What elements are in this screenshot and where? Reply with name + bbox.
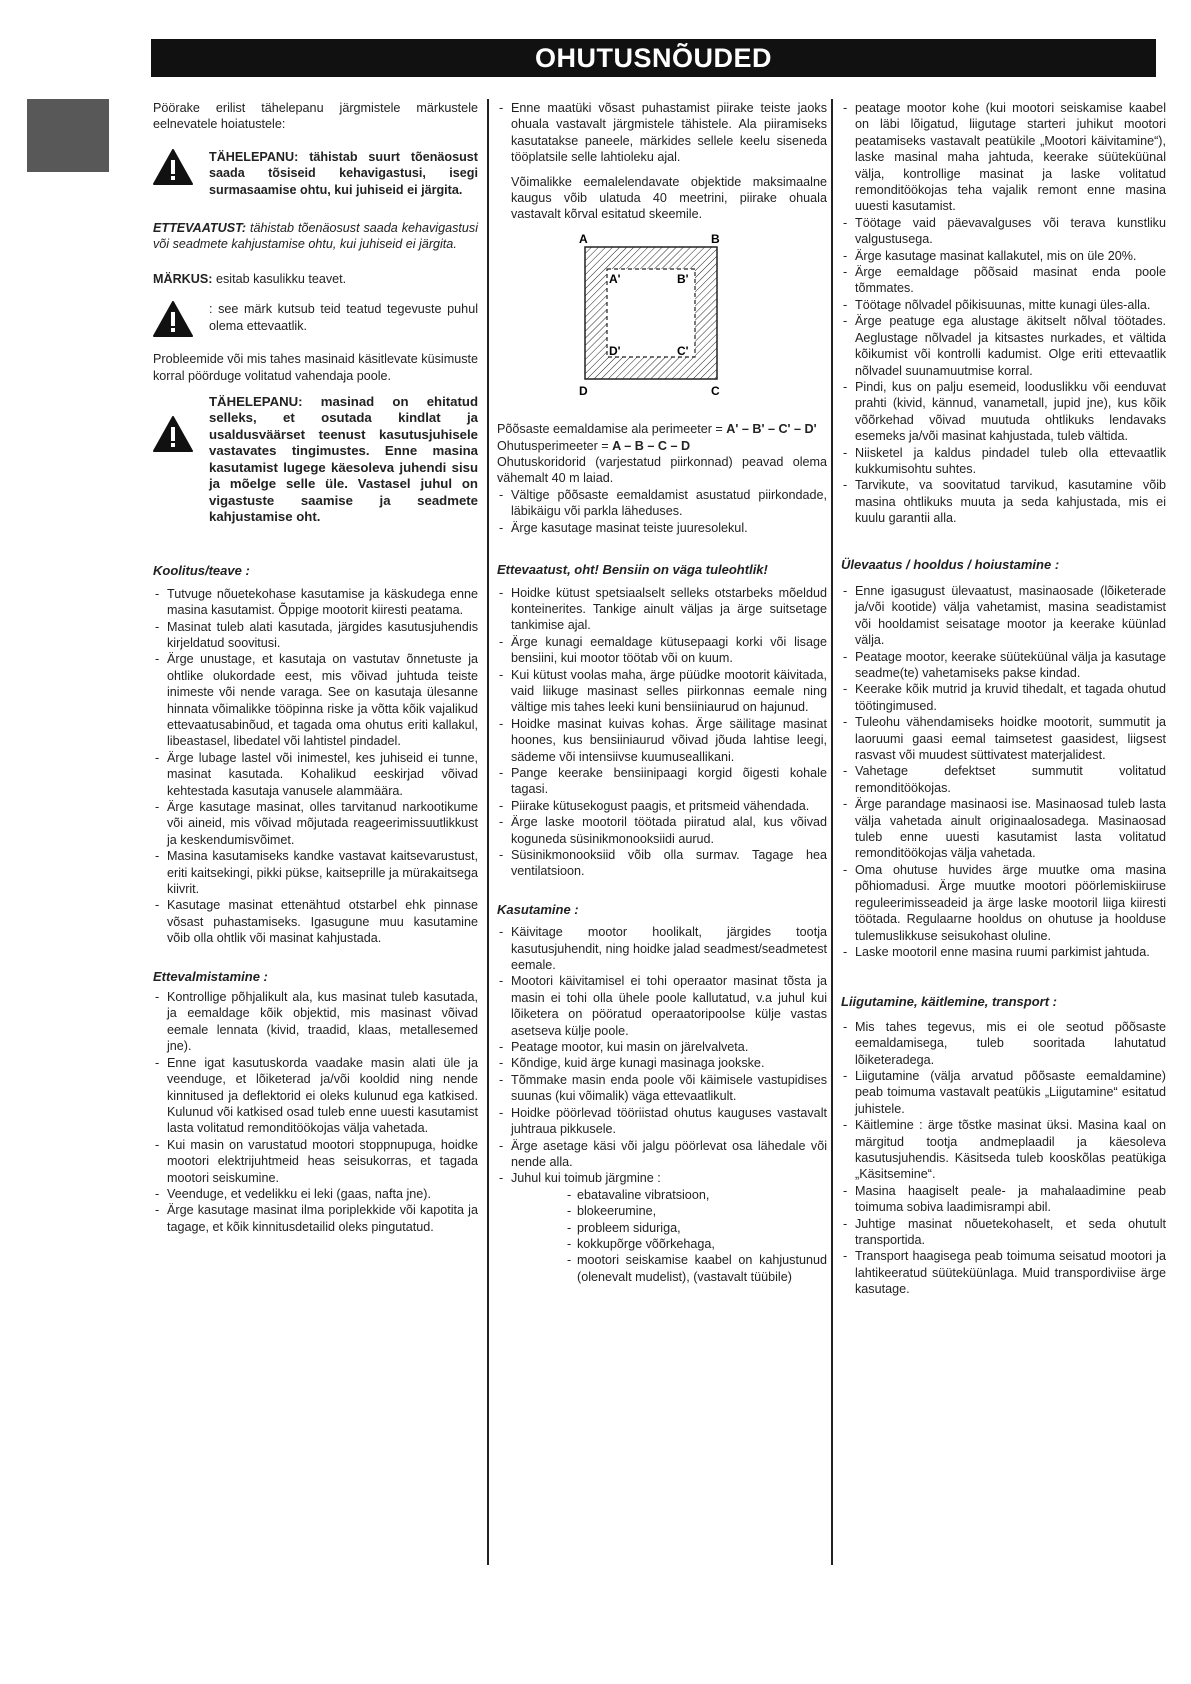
perimeter-label: Põõsaste eemaldamise ala perimeeter =	[497, 422, 723, 437]
list-item: - Kui kütust voolas maha, ärge püüdke mootorit käivitada, vaid liikuge masinast selles piirkonnas eemale ning vältige mis tahes leeki kuni bensiiniaurud on hajunud.	[497, 667, 827, 716]
sub-list-item: - blokeerumine,	[565, 1203, 827, 1219]
list-item: - Kui masin on varustatud mootori stoppnupuga, hoidke mootori elektrijuhtmeid heas seisukorras, et tagada mootori seiskumine.	[153, 1137, 478, 1186]
list-item: - Ärge asetage käsi või jalgu pöörlevat osa lähedale või nende alla.	[497, 1138, 827, 1171]
preparation-heading: Ettevalmistamine :	[153, 968, 268, 984]
column-divider	[831, 99, 833, 1565]
caution-description: tähistab tõenäosust saada kehavigastusi või seadmete kahjustamise ohtu, kui juhiseid ei järgita.	[153, 221, 479, 252]
list-item: - Enne igasugust ülevaatust, masinaosade (lõiketerade ja/või kootide) välja vahetamist, masina seadistamist või hooldamist seisatage mootor ja keerake küünlad välja.	[841, 583, 1166, 649]
column-1	[153, 100, 478, 1235]
warning-triangle-icon	[153, 416, 193, 452]
list-item: - Mis tahes tegevus, mis ei ole seotud põõsaste eemaldamisega, tuleb sooritada lahutatud lõiketeradega.	[841, 1019, 1166, 1068]
list-item: - Mootori käivitamisel ei tohi operaator masinat tõsta ja masin ei tohi olla ühele poole kallutatud, v.a juhul kui lõiketera on pööratud operaatoripoolse külje vastas asetseva külje poole.	[497, 973, 827, 1039]
label-c: C	[711, 383, 720, 398]
list-item: - Enne igat kasutuskorda vaadake masin alati üle ja veenduge, et lõiketerad ja/või kooldid ning nende kinnitused ja deflektorid ei oleks kulunud ega katkised. Kulunud või katkised osad tuleb enne uuesti kasutamist lasta volitatud remonditöökojas välja vahetada.	[153, 1055, 478, 1137]
sub-list-item: - ebatavaline vibratsioon,	[565, 1187, 827, 1203]
corridor-text: Ohutuskoridorid (varjestatud piirkonnad) peavad olema vähemalt 40 m laiad.	[497, 455, 827, 486]
list-item: - Ärge parandage masinaosi ise. Masinaosad tuleb lasta välja vahetada ainult originaalosadega. Masinaosad tuleb enne uuesti kasutamist lasta volitatud remonditöökojas välja vahetada.	[841, 796, 1166, 862]
sub-list-item: - probleem siduriga,	[565, 1220, 827, 1236]
sub-list-item: - kokkupõrge võõrkehaga,	[565, 1236, 827, 1252]
list-item: - Laske mootoril enne masina ruumi parkimist jahtuda.	[841, 944, 1166, 960]
preparation-list	[153, 989, 478, 1235]
perimeter-formula: A' – B' – C' – D'	[726, 422, 817, 437]
avoid-list	[497, 487, 827, 536]
label-d: D	[579, 383, 588, 398]
list-item: - Enne maatüki võsast puhastamist piirake teiste jaoks ohuala vastavalt järgmistele tähistele. Ala piiramiseks kasutatakse paneele, märkides sellele keelu siseneda tööplatsile selle lahtioleku ajal.	[497, 100, 827, 166]
list-item: - Transport haagisega peab toimuma seisatud mootori ja lahtikeeratud süüteküünlaga. Muid transpordiviise ärge kasutage.	[841, 1248, 1166, 1297]
fuel-heading: Ettevaatust, oht! Bensiin on väga tuleohtlik!	[497, 562, 768, 578]
warning-description: tähistab suurt tõenäosust saada tõsiseid kehavigastusi, isegi surmasaamise ohtu, kui juhiseid ei järgita.	[209, 149, 478, 197]
fuel-list	[497, 585, 827, 880]
training-list	[153, 586, 478, 947]
safety-perimeter-text	[497, 438, 827, 454]
caution-label: ETTEVAATUST:	[153, 221, 247, 236]
list-item: - Tutvuge nõuetekohase kasutamise ja käskudega enne masina kasutamist. Õppige mootorit kiiresti peatama.	[153, 586, 478, 619]
warning-label: TÄHELEPANU:	[209, 149, 299, 164]
label-c-prime: C'	[677, 343, 689, 358]
safety-perimeter-formula: A – B – C – D	[612, 438, 691, 453]
list-item: - Kõndige, kuid ärge kunagi masinaga jookske.	[497, 1055, 827, 1071]
intro-text: Pöörake erilist tähelepanu järgmistele märkustele eelnevatele hoiatustele:	[153, 101, 478, 132]
perimeter-text	[497, 421, 827, 437]
list-item: - Käitlemine : ärge tõstke masinat üksi. Masina kaal on märgitud tootja andmeplaadil ja käesoleva kasutusjuhendis. Käsitseda tuleb kooskõlas peatükiga „Käsitsemine“.	[841, 1117, 1166, 1183]
list-item: - Hoidke masinat kuivas kohas. Ärge säilitage masinat hoones, kus bensiiniaurud võivad jõuda lahtise leegi, sädeme või intensiivse kuumuseallikani.	[497, 716, 827, 765]
maintenance-list	[841, 583, 1166, 960]
list-item: - peatage mootor kohe (kui mootori seiskamise kaabel on läbi lõigatud, liigutage starteri juhikut mootori peatamiseks vastavalt peatükile „Mootori käivitamine“), laske masinal maha jahtuda, keerake süüteküünal välja, kontrollige masinat ja laske volitatud remonditöökojas teha vajalik remont enne masina uuesti kasutamist.	[841, 100, 1166, 215]
list-item: - Tõmmake masin enda poole või käimisele vastupidises suunas (kui võimalik) väga ettevaatlikult.	[497, 1072, 827, 1105]
list-item: - Ärge kasutage masinat ilma poriplekkide või kapotita ja tagage, et kõik kinnitusdetailid oleks pingutatud.	[153, 1202, 478, 1235]
list-item: - Ärge kunagi eemaldage kütusepaagi korki või lisage bensiini, kui mootor töötab või on kuum.	[497, 634, 827, 667]
list-item: - Ärge laske mootoril töötada piiratud alal, kus võivad koguneda süsinikmonooksiidi aurud.	[497, 814, 827, 847]
label-d-prime: D'	[609, 343, 621, 358]
column-3	[841, 100, 1166, 1298]
label-a: A	[579, 232, 588, 246]
attention-text: : see märk kutsub teid teatud tegevuste puhul olema ettevaatlik.	[209, 302, 478, 333]
safety-perimeter-label: Ohutusperimeeter =	[497, 438, 609, 453]
label-b-prime: B'	[677, 271, 689, 286]
problems-text: Probleemide või mis tahes masinaid käsitlevate küsimuste korral pöörduge volitatud vahendaja poole.	[153, 352, 478, 383]
usage-heading: Kasutamine :	[497, 901, 579, 917]
list-item: - Tuleohu vähendamiseks hoidke mootorit, summutit ja laoruumi gaasi eemal taimsetest gaasidest, liigsest rasvast või muudest süttivatest materjalidest.	[841, 714, 1166, 763]
label-b: B	[711, 232, 720, 246]
maintenance-heading: Ülevaatus / hooldus / hoiustamine :	[841, 556, 1060, 572]
list-item: - Ärge unustage, et kasutaja on vastutav õnnetuste ja ohtlike olukordade eest, mis võivad juhtuda teiste inimeste või nende varaga. See on kasutaja ülesanne hinnata võimalikke tööpinna riske ja võtta kõik vajalikud ettevaatusabinõud, et tagada oma ohutus eriti kallakul, libeastasel, libedatel või lahtistel pindadel.	[153, 651, 478, 749]
warning-triangle-icon	[153, 149, 193, 185]
transport-heading: Liigutamine, käitlemine, transport :	[841, 994, 1057, 1010]
list-item: - Vahetage defektset summutit volitatud remonditöökojas.	[841, 763, 1166, 796]
list-item: - Peatage mootor, kui masin on järelvalveta.	[497, 1039, 827, 1055]
warning-triangle-icon	[153, 301, 193, 337]
list-item: - Ärge lubage lastel või inimestel, kes juhiseid ei tunne, masinat kasutada. Kohalikud eeskirjad võivad kehtestada kasutaja vanusele alammäära.	[153, 750, 478, 799]
operation-list	[841, 100, 1166, 527]
list-item: - Käivitage mootor hoolikalt, järgides tootja kasutusjuhendit, ning hoidke jalad seadmest/seadmetest eemale.	[497, 924, 827, 973]
list-item: - Niisketel ja kaldus pindadel tuleb olla ettevaatlik kukkumisohtu suhtes.	[841, 445, 1166, 478]
list-item: - Hoidke kütust spetsiaalselt selleks otstarbeks mõeldud konteinerites. Tankige ainult väljas ja ärge suitsetage tankimise ajal.	[497, 585, 827, 634]
side-tab-marker	[27, 99, 109, 172]
label-a-prime: A'	[609, 271, 621, 286]
list-item: - Kontrollige põhjalikult ala, kus masinat tuleb kasutada, ja eemaldage kõik objektid, mis masinast võivad eemale lennata (kivid, traadid, klaas, metallesemed jne).	[153, 989, 478, 1055]
warning-block-2	[153, 394, 478, 525]
caution-text	[153, 220, 478, 253]
list-item: - Juhul kui toimub järgmine :	[497, 1170, 827, 1186]
note-description: esitab kasulikku teavet.	[215, 271, 347, 286]
zone-list	[497, 100, 827, 166]
list-item: - Peatage mootor, keerake süüteküünal välja ja kasutage seadme(te) vahetamiseks pakse kindad.	[841, 649, 1166, 682]
list-item: - Masina haagiselt peale- ja mahalaadimine peab toimuma sobiva laadimisrampi abil.	[841, 1183, 1166, 1216]
list-item: - Oma ohutuse huvides ärge muutke oma masina põhiomadusi. Ärge muutke mootori pöörlemiskiiruse reguleerimisseadeid ja ärge laske mootoril liiga kiiresti töötada. Regulaarne hooldus on ohutuse ja hoolduse tulemuslikkuse seisukohast oluline.	[841, 862, 1166, 944]
list-item: - Ärge eemaldage põõsaid masinat enda poole tõmmates.	[841, 264, 1166, 297]
warning-text-2: TÄHELEPANU: masinad on ehitatud selleks, et osutada kindlat ja usaldusväärset teenust kasutusjuhisele vastavates tingimustes. Enne masina kasutamist lugege käesoleva juhendi sisu ja mõelge selle üle. Vastasel juhul on vigastuste saamise ja seadmete kahjustamise oht.	[209, 394, 478, 524]
list-item: - Ärge peatuge ega alustage äkitselt nõlval töötades. Aeglustage nõlvadel ja kitsastes nurkades, et vältida kõikumist või kontrolli kadumist. Olge eriti ettevaatlik nõlvadel suunamuutmise korral.	[841, 313, 1166, 379]
list-item: - Ärge kasutage masinat teiste juuresolekul.	[497, 520, 827, 536]
list-item: - Liigutamine (välja arvatud põõsaste eemaldamine) peab toimuma vastavalt peatükis „Liigutamine“ esitatud juhistele.	[841, 1068, 1166, 1117]
training-heading: Koolitus/teave :	[153, 563, 250, 579]
transport-list	[841, 1019, 1166, 1298]
list-item: - Ärge kasutage masinat kallakutel, mis on üle 20%.	[841, 248, 1166, 264]
distance-text: Võimalikke eemalelendavate objektide maksimaalne kaugus võib ulatuda 40 meetrini, piirake ohuala vastavalt kõrval esitatud skeemile.	[511, 174, 827, 222]
list-item: - Kasutage masinat ettenähtud otstarbel ehk pinnase võsast puhastamiseks. Igasugune muu kasutamine võib olla ohtlik või masinat kahjustada.	[153, 897, 478, 946]
condition-sublist	[565, 1187, 827, 1285]
page-title: OHUTUSNÕUDED	[151, 39, 1156, 77]
list-item: - Töötage nõlvadel põikisuunas, mitte kunagi üles-alla.	[841, 297, 1166, 313]
attention-block	[153, 301, 478, 337]
list-item: - Vältige põõsaste eemaldamist asustatud piirkondade, läbikäigu või parkla läheduses.	[497, 487, 827, 520]
column-divider	[487, 99, 489, 1565]
note-label: MÄRKUS:	[153, 271, 213, 286]
list-item: - Masina kasutamiseks kandke vastavat kaitsevarustust, eriti kaitsekingi, pikki pükse, kaitseprille ja mürakaitsega kiivrit.	[153, 848, 478, 897]
warning-text	[209, 149, 478, 198]
list-item: - Piirake kütusekogust paagis, et pritsmeid vähendada.	[497, 798, 827, 814]
warning-block	[153, 149, 478, 198]
safety-zone-diagram	[577, 233, 727, 401]
list-item: - Veenduge, et vedelikku ei leki (gaas, nafta jne).	[153, 1186, 478, 1202]
sub-list-item: - mootori seiskamise kaabel on kahjustunud (olenevalt mudelist), (vastavalt tüübile)	[565, 1252, 827, 1285]
list-item: - Pindi, kus on palju esemeid, looduslikku või eenduvat prahti (kivid, kännud, vanametall, jupid jne), kus kõik võõrkehad võivad muutuda ohtlikuks lendavaks esemeks ja/või masinat kahjustada, tuleb vältida.	[841, 379, 1166, 445]
list-item: - Masinat tuleb alati kasutada, järgides kasutusjuhendis kirjeldatud soovitusi.	[153, 619, 478, 652]
column-2	[497, 100, 827, 1285]
list-item: - Juhtige masinat nõuetekohaselt, et seda ohutult transportida.	[841, 1216, 1166, 1249]
usage-list	[497, 924, 827, 1187]
list-item: - Keerake kõik mutrid ja kruvid tihedalt, et tagada ohutud töötingimused.	[841, 681, 1166, 714]
note-text	[153, 271, 478, 287]
list-item: - Pange keerake bensiinipaagi korgid õigesti kohale tagasi.	[497, 765, 827, 798]
list-item: - Hoidke pöörlevad tööriistad ohutus kauguses vastavalt juhtraua pikkusele.	[497, 1105, 827, 1138]
list-item: - Töötage vaid päevavalguses või terava kunstliku valgustusega.	[841, 215, 1166, 248]
list-item: - Tarvikute, va soovitatud tarvikud, kasutamine võib masina ohtlikuks muuta ja seda kahjustada, mis ei kuulu garantii alla.	[841, 477, 1166, 526]
list-item: - Süsinikmonooksiid võib olla surmav. Tagage hea ventilatsioon.	[497, 847, 827, 880]
list-item: - Ärge kasutage masinat, olles tarvitanud narkootikume või aineid, mis võivad mõjutada reageerimissuutlikkust ja keskendumisvõimet.	[153, 799, 478, 848]
